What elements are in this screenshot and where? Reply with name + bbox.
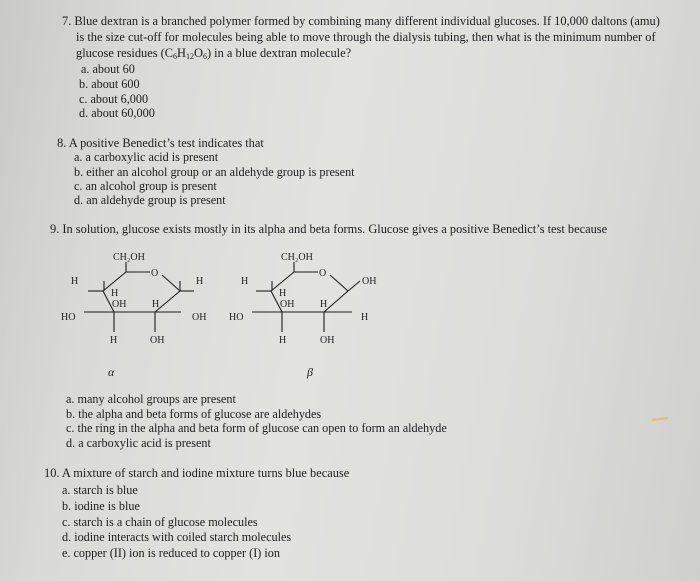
q9-option-d: d. a carboxylic acid is present [66,436,211,450]
alpha-ring-oxygen-label: O [151,268,159,279]
alpha-inner-h2-label: H [152,299,160,310]
alpha-inner-oh-label: OH [112,299,127,310]
q9-option-b: b. the alpha and beta forms of glucose are aldehydes [66,407,322,421]
q7-stem-line-3: glucose residues $(C_6H_{12}O_6)$ in a blue dextran molecule? [76,46,352,61]
beta-ring-oxygen-label: O [319,268,327,279]
q10-option-b: b. iodine is blue [62,499,140,513]
q10-option-c: c. starch is a chain of glucose molecules [62,515,258,529]
q10-option-d: d. iodine interacts with coiled starch molecules [62,530,292,544]
q9-stem: 9. In solution, glucose exists mostly in its alpha and beta forms. Glucose gives a positive Benedict’s test because [50,222,608,236]
alpha-anomer-label: α [108,365,115,379]
alpha-ho-label: HO [61,312,76,323]
alpha-ch2oh-label: CH₂OH [113,252,145,263]
alpha-bottom-oh-label: OH [150,335,165,346]
q7-stem-line-1: 7. Blue dextran is a branched polymer formed by combining many different individual glucoses. If 10,000 daltons (amu) [62,14,660,28]
alpha-h-left-label: H [71,276,79,287]
beta-bottom-oh-label: OH [320,335,335,346]
q8-stem: 8. A positive Benedict’s test indicates that [57,136,264,150]
q9-option-a: a. many alcohol groups are present [66,392,236,406]
q10-option-a: a. starch is blue [62,483,138,497]
beta-inner-h2-label: H [320,299,328,310]
q7-option-c: c. about 6,000 [79,92,149,106]
q10-option-e: e. copper (II) ion is reduced to copper (I) ion [62,546,280,560]
beta-anomer-label: β [307,365,313,379]
q7-option-a: a. about 60 [81,62,135,76]
beta-ch2oh-label: CH₂OH [281,252,313,263]
q10-stem: 10. A mixture of starch and iodine mixture turns blue because [44,466,350,480]
beta-bottom-h-label: H [279,335,287,346]
q7-stem-line-2: is the size cut-off for molecules being able to move through the dialysis tubing, then what is the minimum number of [76,30,656,44]
q9-option-c: c. the ring in the alpha and beta form of glucose can open to form an aldehyde [66,421,447,435]
q8-option-a: a. a carboxylic acid is present [74,150,219,164]
beta-oh-right-label: OH [362,276,377,287]
alpha-oh-right-label: OH [192,312,207,323]
q8-option-c: c. an alcohol group is present [74,179,217,193]
beta-h-left-label: H [241,276,249,287]
q8-option-d: d. an aldehyde group is present [74,193,226,207]
alpha-bottom-h-label: H [110,335,118,346]
beta-ho-label: HO [229,312,244,323]
beta-inner-oh-label: OH [280,299,295,310]
alpha-inner-h-label: H [111,288,119,299]
q8-option-b: b. either an alcohol group or an aldehyde group is present [74,165,355,179]
beta-h-right-label: H [361,312,369,323]
alpha-h-right-label: H [196,276,204,287]
q7-option-b: b. about 600 [79,77,140,91]
beta-inner-h-label: H [279,288,287,299]
q7-option-d: d. about 60,000 [79,106,155,120]
